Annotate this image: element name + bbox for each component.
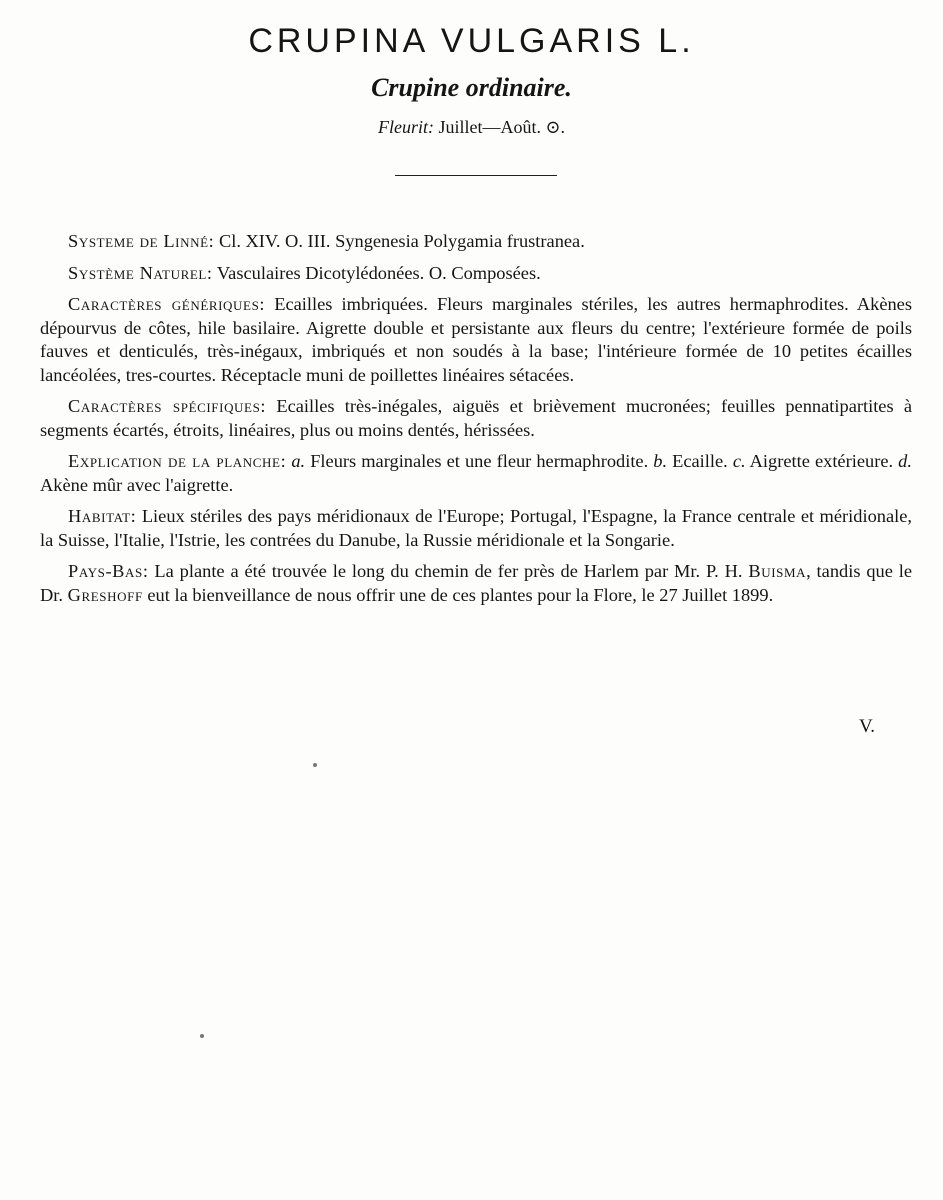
paper-speck (313, 763, 317, 767)
species-title: CRUPINA VULGARIS L. (248, 22, 695, 60)
section-label: Système Naturel: (68, 262, 213, 283)
divider-rule (395, 175, 557, 176)
section-netherlands (40, 560, 912, 607)
paper-speck (200, 1034, 204, 1038)
person-name-greshoff: Greshoff (67, 584, 143, 605)
plate-text-a: Fleurs marginales et une fleur hermaphrodite. (310, 451, 649, 471)
plate-letter-d: d. (898, 451, 912, 471)
section-label: Pays-Bas: (68, 561, 149, 581)
section-label: Caractères génériques: (68, 294, 266, 314)
section-natural-system (40, 262, 912, 286)
section-text: Ecailles très-inégales, aiguës et brièvement mucronées; feuilles pennatipartites à segments écartés, étroits, linéaires, plus ou moins dentés, hérissées. (40, 396, 912, 440)
section-label: Systeme de Linné: (68, 231, 215, 251)
section-label: Caractères spécifiques: (68, 396, 267, 416)
plate-letter-b: b. (653, 451, 668, 471)
plate-letter-c: c. (732, 451, 746, 471)
plate-text-b: Ecaille. (672, 451, 728, 471)
plate-letter-a: a. (291, 451, 306, 471)
description-body (40, 230, 912, 615)
section-specific-characters (40, 395, 912, 442)
section-text: Ecailles imbriquées. Fleurs marginales stériles, les autres hermaphrodites. Akènes dépourvus de côtes, hile basilaire. Aigrette double et persistante aux fleurs du centre; l'extérieure formée de poils fauves et denticulés, très-inégaux, imbriqués et non soudés à la base; l'intérieure formée de 10 petites écailles lancéolées, tres-courtes. Réceptacle muni de poillettes linéaires sétacées. (40, 294, 912, 385)
author-signature: V. (858, 716, 875, 737)
plate-text-d: Akène mûr avec l'aigrette. (40, 474, 234, 495)
section-text-2: , tandis que le Dr. (40, 561, 912, 605)
common-name: Crupine ordinaire. (371, 73, 572, 102)
section-linnaeus (40, 230, 912, 254)
section-text: Lieux stériles des pays méridionaux de l'Europe; Portugal, l'Espagne, la France centrale et méridionale, la Suisse, l'Italie, l'Istrie, les contrées du Danube, la Russie méridionale et la Songarie. (40, 506, 912, 550)
section-text-3: eut la bienveillance de nous offrir une de ces plantes pour la Flore, le 27 Juillet 1899. (147, 584, 774, 605)
section-habitat (40, 505, 912, 552)
flowering-period (0, 117, 943, 138)
section-text-1: La plante a été trouvée le long du chemin de fer près de Harlem par Mr. P. H. (154, 561, 743, 581)
flowering-label: Fleurit: (377, 117, 434, 137)
section-label: Habitat: (68, 506, 137, 526)
section-text: Cl. XIV. O. III. Syngenesia Polygamia frustranea. (218, 231, 585, 251)
section-plate-explanation (40, 450, 912, 497)
section-generic-characters (40, 293, 912, 387)
section-label: Explication de la planche: (68, 451, 287, 471)
section-text: Vasculaires Dicotylédonées. O. Composées. (216, 262, 541, 283)
flowering-value: Juillet—Août. ⊙. (438, 117, 566, 137)
person-name-buisma: Buisma (748, 561, 807, 581)
plate-text-c: Aigrette extérieure. (749, 451, 894, 471)
